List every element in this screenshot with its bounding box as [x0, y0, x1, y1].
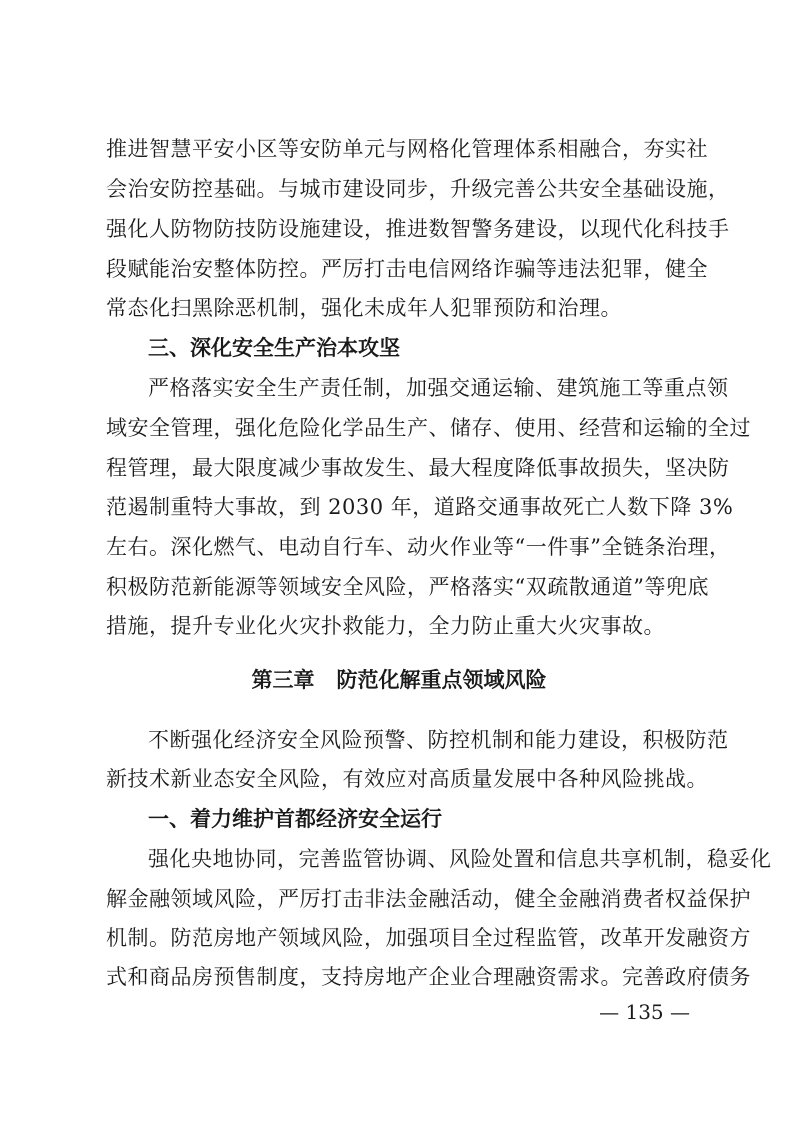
paragraph-line: 程管理，最大限度减少事故发生、最大程度降低事故损失，坚决防 [106, 456, 730, 480]
paragraph-line: 强化人防物防技防设施建设，推进数智警务建设，以现代化科技手 [106, 217, 730, 241]
paragraph-line: 积极防范新能源等领域安全风险，严格落实“双疏散通道”等兜底 [106, 575, 709, 599]
paragraph-line: 域安全管理，强化危险化学品生产、储存、使用、经营和运输的全过 [106, 416, 751, 440]
chapter-number: 第三章 [251, 668, 315, 692]
paragraph-line: 式和商品房预售制度，支持房地产企业合理融资需求。完善政府债务 [106, 965, 751, 989]
section-heading: 一、着力维护首都经济安全运行 [148, 807, 442, 831]
chapter-heading [106, 665, 692, 695]
paragraph-line: 强化央地协同，完善监管协调、风险处置和信息共享机制，稳妥化 [148, 847, 772, 871]
paragraph-line: 范遏制重特大事故，到 2030 年，道路交通事故死亡人数下降 3% [106, 495, 734, 519]
paragraph-line: 新技术新业态安全风险，有效应对高质量发展中各种风险挑战。 [106, 767, 708, 791]
paragraph-line: 会治安防控基础。与城市建设同步，升级完善公共安全基础设施， [106, 177, 730, 201]
section-heading: 三、深化安全生产治本攻坚 [148, 336, 400, 360]
paragraph-line: 推进智慧平安小区等安防单元与网格化管理体系相融合，夯实社 [106, 137, 708, 161]
paragraph-line: 机制。防范房地产领域风险，加强项目全过程监管，改革开发融资方 [106, 926, 751, 950]
paragraph-line: 解金融领域风险，严厉打击非法金融活动，健全金融消费者权益保护 [106, 887, 751, 911]
paragraph-line: 常态化扫黑除恶机制，强化未成年人犯罪预防和治理。 [106, 296, 622, 320]
paragraph-line: 左右。深化燃气、电动自行车、动火作业等“一件事”全链条治理， [106, 535, 731, 559]
paragraph-line: 段赋能治安整体防控。严厉打击电信网络诈骗等违法犯罪，健全 [106, 257, 708, 281]
paragraph-line: 不断强化经济安全风险预警、防控机制和能力建设，积极防范 [148, 728, 729, 752]
paragraph-line: 严格落实安全生产责任制，加强交通运输、建筑施工等重点领 [148, 376, 729, 400]
paragraph-line: 措施，提升专业化火灾扑救能力，全力防止重大火灾事故。 [106, 614, 665, 638]
page-number: — 135 — [599, 1000, 690, 1024]
chapter-title: 防范化解重点领域风险 [336, 668, 547, 692]
